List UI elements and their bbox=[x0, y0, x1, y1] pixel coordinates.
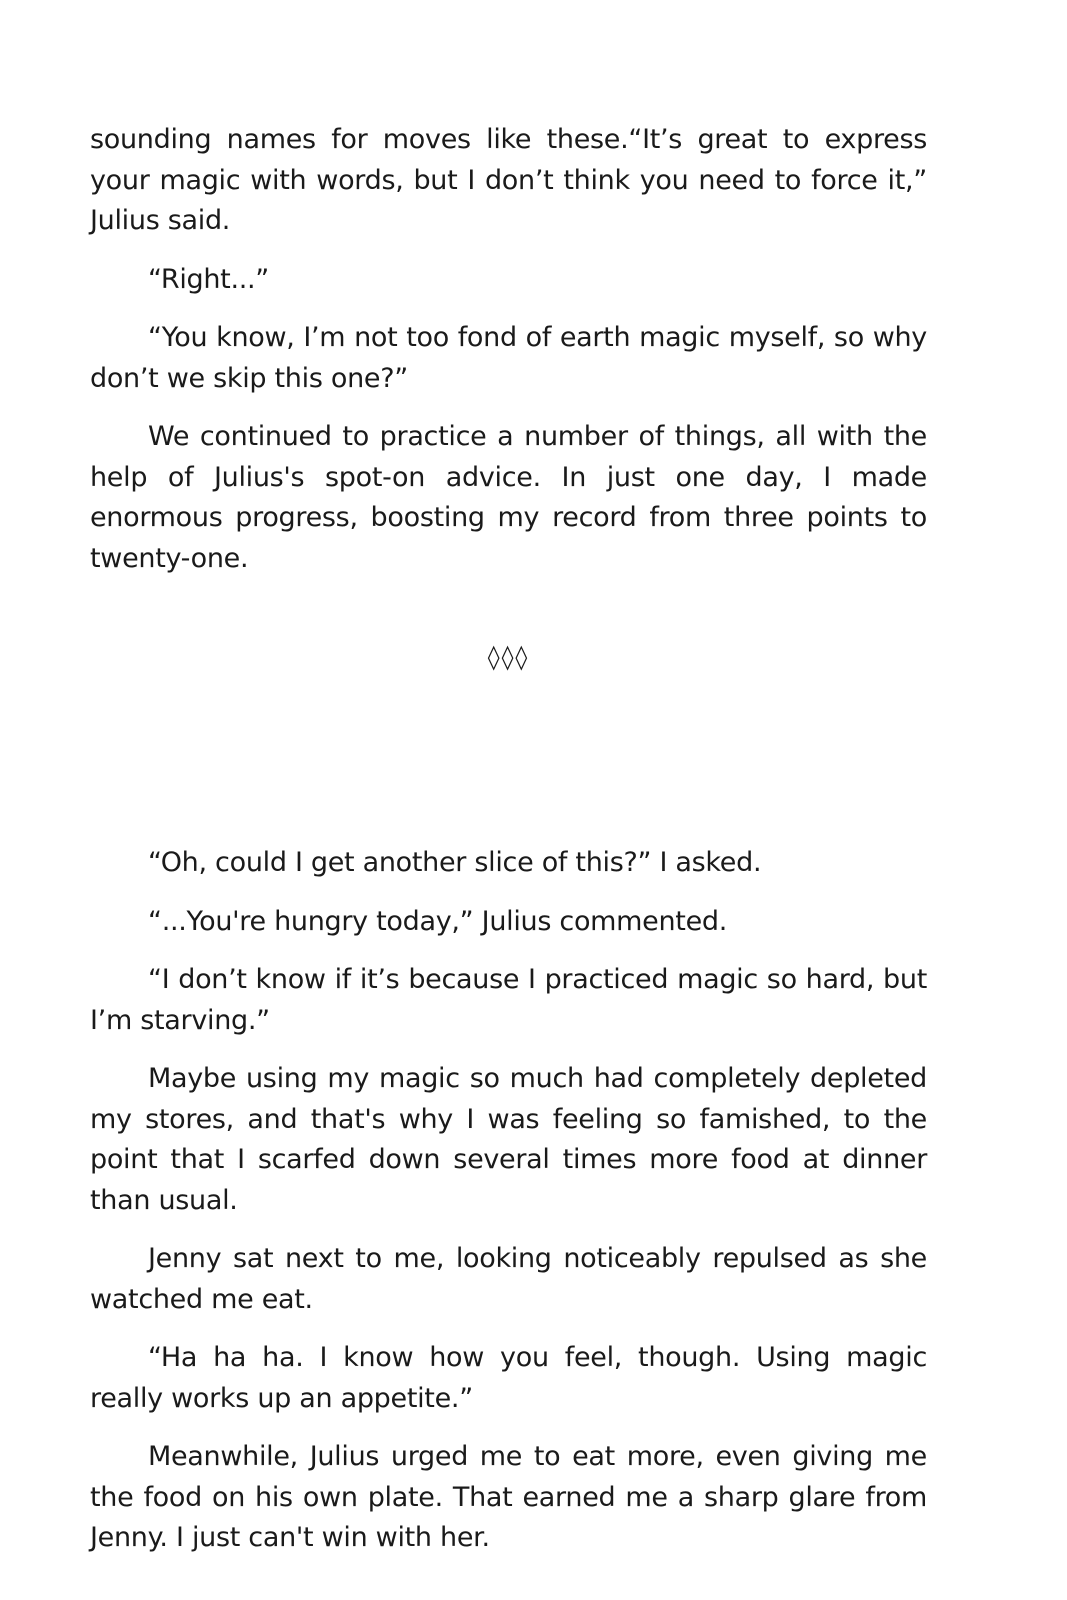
paragraph: Meanwhile, Julius urged me to eat more, even giving me the food on his own plate. That earned me a sharp glare from Jenny. I just can't win with her. bbox=[90, 1441, 927, 1553]
paragraph: We continued to practice a number of things, all with the help of Julius's spot-on advice. In just one day, I made enormous progress, boosting my record from three points to twenty-one. bbox=[90, 421, 927, 574]
paragraph: Maybe using my magic so much had completely depleted my stores, and that's why I was feeling so famished, to the point that I scarfed down several times more food at dinner than usual. bbox=[90, 1063, 927, 1216]
paragraph: “Ha ha ha. I know how you feel, though. Using magic really works up an appetite.” bbox=[90, 1342, 927, 1414]
paragraph: “Oh, could I get another slice of this?” I asked. bbox=[148, 847, 762, 878]
scene-break-diamonds-icon: ◊◊◊ bbox=[487, 643, 530, 671]
paragraph: “Right...” bbox=[148, 263, 269, 295]
paragraph: “You know, I’m not too fond of earth magic myself, so why don’t we skip this one?” bbox=[90, 322, 927, 394]
paragraph: “I don’t know if it’s because I practiced magic so hard, but I’m starving.” bbox=[90, 964, 927, 1036]
paragraph: Jenny sat next to me, looking noticeably repulsed as she watched me eat. bbox=[90, 1243, 927, 1315]
page-body bbox=[90, 120, 927, 1577]
scene-break bbox=[90, 637, 927, 807]
paragraph: sounding names for moves like these.“It’s great to express your magic with words, but I don’t think you need to force it,” Julius said. bbox=[90, 124, 927, 236]
paragraph: “...You're hungry today,” Julius commented. bbox=[148, 905, 728, 937]
